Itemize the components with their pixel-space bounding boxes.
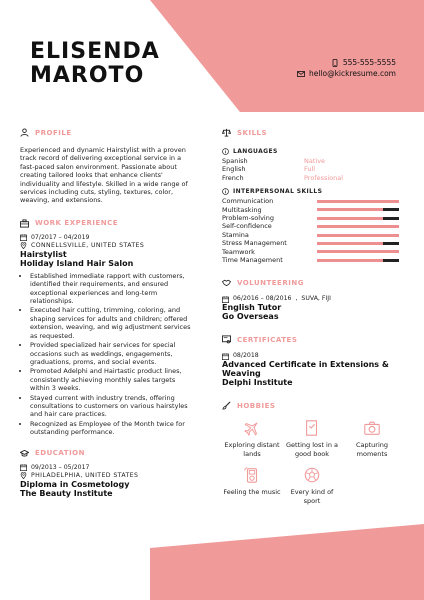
contact-block bbox=[297, 57, 396, 79]
job-bullet: • Provided specialized hair services for special occasions such as weddings, engagements, graduations, proms, and social events. bbox=[30, 341, 192, 366]
email-row bbox=[297, 68, 396, 79]
job-bullet: • Stayed current with industry trends, offering consultations to customers on various hairstyles and hair care practices. bbox=[30, 394, 192, 419]
skill-bar bbox=[317, 200, 399, 203]
job-company: Holiday Island Hair Salon bbox=[20, 258, 134, 268]
job-dates-row bbox=[20, 234, 192, 242]
calendar-icon bbox=[20, 464, 27, 471]
skill-bar-fill bbox=[317, 250, 399, 253]
volunteering-org: Go Overseas bbox=[222, 312, 279, 322]
skill-bar-remaining bbox=[383, 217, 399, 220]
skill-bar bbox=[317, 250, 399, 253]
skill-label: Stress Management bbox=[222, 239, 287, 248]
phone-number[interactable]: 555-555-5555 bbox=[342, 58, 396, 67]
email-icon bbox=[297, 70, 305, 78]
education-dates-row bbox=[20, 464, 192, 472]
location-pin-icon bbox=[20, 472, 27, 479]
user-icon bbox=[20, 128, 29, 137]
airplane-icon bbox=[243, 419, 261, 437]
bottom-pink-shape bbox=[150, 524, 424, 600]
skill-bar bbox=[317, 259, 399, 262]
hobby-item: Capturing moments bbox=[342, 419, 402, 458]
email-address[interactable]: hello@kickresume.com bbox=[308, 69, 396, 78]
volunteering-entry bbox=[222, 295, 402, 321]
certificate-icon bbox=[222, 335, 231, 344]
certificate-date-row: 08/2018 bbox=[222, 352, 402, 360]
profile-heading: PROFILE bbox=[20, 128, 192, 137]
book-icon bbox=[303, 419, 321, 437]
skill-label: Problem-solving bbox=[222, 214, 274, 223]
languages-subheading: LANGUAGES bbox=[222, 148, 402, 155]
skill-row bbox=[222, 214, 402, 222]
interpersonal-list bbox=[222, 197, 402, 264]
job-bullets bbox=[30, 272, 192, 437]
skill-bar-fill bbox=[317, 200, 399, 203]
skill-label: Self-confidence bbox=[222, 222, 272, 231]
skill-bar bbox=[317, 208, 399, 211]
skill-bar-remaining bbox=[383, 242, 399, 245]
left-column bbox=[20, 128, 192, 498]
first-name: ELISENDA bbox=[30, 39, 160, 64]
certificate-org: Delphi Institute bbox=[222, 378, 293, 388]
job-bullet: • Established immediate rapport with customers, identified their requirements, and ensured exceptional experiences and long-term relationships. bbox=[30, 272, 192, 306]
phone-icon bbox=[331, 59, 339, 67]
education-dates: 09/2013 – 05/2017 bbox=[31, 463, 90, 471]
education-degree: Diploma in Cosmetology bbox=[20, 479, 130, 489]
languages-list bbox=[222, 157, 402, 182]
job-bullet: • Recognized as Employee of the Month twice for outstanding performance. bbox=[30, 420, 192, 437]
certificates-heading: CERTIFICATES bbox=[222, 335, 402, 344]
job-position: Hairstylist bbox=[20, 249, 67, 259]
calendar-icon bbox=[20, 234, 27, 241]
hobby-item: Feeling the music bbox=[222, 466, 282, 505]
graduation-cap-icon bbox=[20, 449, 29, 458]
volunteering-dates-row: 06/2016 – 08/2016 , SUVA, FIJI bbox=[222, 295, 402, 303]
skill-label: Teamwork bbox=[222, 247, 255, 256]
info-icon bbox=[222, 148, 229, 155]
skill-label: Stamina bbox=[222, 230, 249, 239]
education-heading: EDUCATION bbox=[20, 449, 192, 458]
education-location: PHILADELPHIA, UNITED STATES bbox=[31, 471, 139, 479]
hobbies-heading: HOBBIES bbox=[222, 401, 402, 410]
skill-bar bbox=[317, 217, 399, 220]
handshake-icon bbox=[222, 278, 231, 287]
job-entry bbox=[20, 234, 192, 437]
job-location: CONNELLSVILLE, UNITED STATES bbox=[31, 241, 145, 249]
profile-text: Experienced and dynamic Hairstylist with a proven track record of delivering exceptional service in a fast-paced salon environment. Passionate about creating tailored looks that enhance clients' individuality and lifestyle. Skilled in a wide range of services including cuts, styling, textures, color, weaving, and extensions. bbox=[20, 146, 188, 205]
location-pin-icon bbox=[20, 242, 27, 249]
skill-row bbox=[222, 231, 402, 239]
skill-bar-fill bbox=[317, 259, 383, 262]
interpersonal-subheading: INTERPERSONAL SKILLS bbox=[222, 188, 402, 195]
job-bullet: • Executed hair cutting, trimming, coloring, and shaping services for adults and children; offered extension, weaving, and wig adjustment services as requested. bbox=[30, 306, 192, 340]
ball-icon bbox=[303, 466, 321, 484]
top-pink-shape bbox=[150, 0, 424, 112]
skill-bar-fill bbox=[317, 234, 399, 237]
education-entry bbox=[20, 464, 192, 498]
language-row: Spanish Native bbox=[222, 157, 326, 165]
last-name: MAROTO bbox=[30, 63, 145, 88]
education-school: The Beauty Institute bbox=[20, 488, 113, 498]
skill-label: Communication bbox=[222, 197, 274, 206]
skill-bar-fill bbox=[317, 208, 383, 211]
certificate-name: Advanced Certificate in Extensions & Weaving bbox=[222, 360, 389, 379]
skill-bar bbox=[317, 225, 399, 228]
calendar-icon bbox=[222, 296, 229, 303]
scales-icon bbox=[222, 128, 231, 137]
skill-row bbox=[222, 239, 402, 247]
work-heading: WORK EXPERIENCE bbox=[20, 219, 192, 228]
hobby-item: Every kind of sport bbox=[282, 466, 342, 505]
skill-bar-fill bbox=[317, 242, 383, 245]
skills-heading: SKILLS bbox=[222, 128, 402, 137]
job-location-row bbox=[20, 242, 192, 250]
info-icon bbox=[222, 188, 229, 195]
briefcase-icon bbox=[20, 219, 29, 228]
calendar-icon bbox=[222, 353, 229, 360]
skill-row bbox=[222, 248, 402, 256]
skill-bar bbox=[317, 234, 399, 237]
job-dates: 07/2017 – 04/2019 bbox=[31, 233, 90, 241]
language-row: English Full bbox=[222, 165, 316, 174]
skill-bar-fill bbox=[317, 225, 399, 228]
skill-row bbox=[222, 222, 402, 230]
skill-bar-remaining bbox=[383, 208, 399, 211]
skill-label: Time Management bbox=[222, 256, 283, 265]
music-player-icon bbox=[243, 466, 261, 484]
brush-icon bbox=[222, 401, 231, 410]
skill-label: Multitasking bbox=[222, 205, 262, 214]
hobby-item: Getting lost in a good book bbox=[282, 419, 342, 458]
language-row: French Professional bbox=[222, 173, 344, 182]
certificate-entry bbox=[222, 352, 402, 387]
skill-row bbox=[222, 197, 402, 205]
phone-row bbox=[297, 57, 396, 68]
camera-icon bbox=[363, 419, 381, 437]
candidate-name bbox=[30, 40, 160, 88]
education-location-row bbox=[20, 472, 192, 480]
skill-row bbox=[222, 206, 402, 214]
skill-bar bbox=[317, 242, 399, 245]
right-column bbox=[222, 128, 402, 505]
hobbies-grid bbox=[222, 419, 402, 505]
skill-bar-fill bbox=[317, 217, 383, 220]
volunteering-position: English Tutor bbox=[222, 303, 282, 313]
hobby-item: Exploring distant lands bbox=[222, 419, 282, 458]
skill-bar-remaining bbox=[383, 259, 399, 262]
volunteering-heading: VOLUNTEERING bbox=[222, 278, 402, 287]
job-bullet: • Promoted Adelphi and Hairtastic product lines, consistently achieving monthly sales targets within 3 weeks. bbox=[30, 367, 192, 392]
skill-row bbox=[222, 256, 402, 264]
